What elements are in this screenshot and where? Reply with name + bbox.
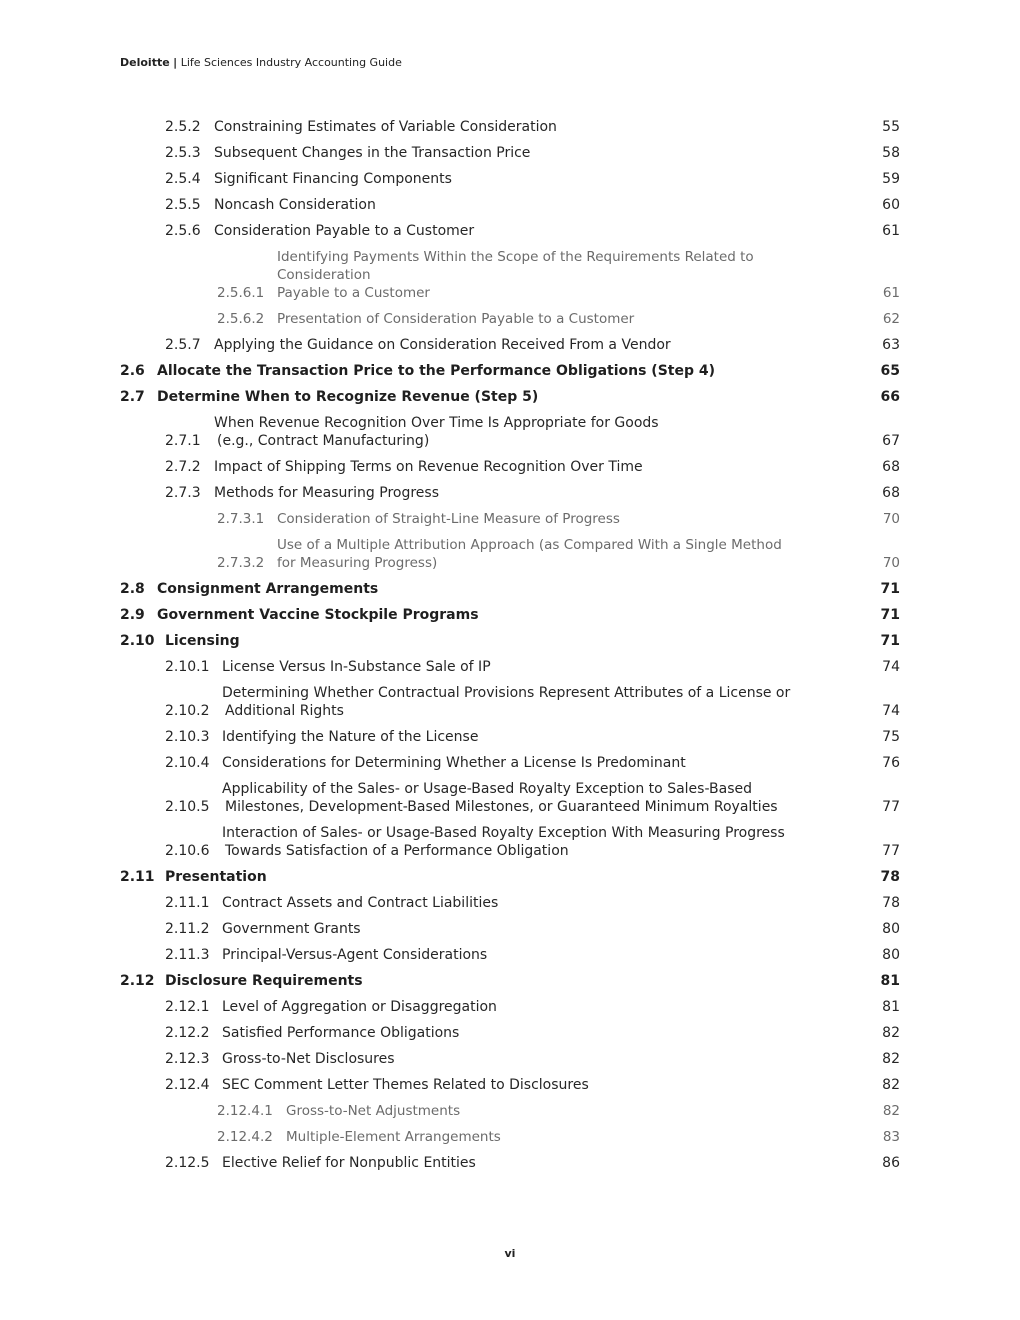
toc-entry-title-line: Constraining Estimates of Variable Consideration — [214, 119, 557, 135]
toc-entry[interactable] — [120, 576, 900, 602]
toc-entry-title — [222, 824, 866, 860]
toc-entry-page: 66 — [880, 389, 900, 405]
toc-entry-page: 70 — [882, 511, 900, 527]
toc-entry-title-line: License Versus In-Substance Sale of IP — [222, 659, 491, 675]
toc-entry-page: 74 — [882, 703, 900, 719]
toc-entry[interactable] — [120, 1098, 900, 1124]
toc-entry-page: 60 — [882, 197, 900, 213]
toc-entry-title — [214, 118, 866, 136]
toc-entry-title — [277, 510, 866, 528]
toc-entry-title — [214, 414, 866, 450]
toc-entry[interactable] — [120, 1020, 900, 1046]
toc-entry[interactable] — [120, 244, 900, 306]
toc-entry-title — [277, 310, 866, 328]
toc-entry-title-line: Considerations for Determining Whether a License Is Predominant — [222, 755, 686, 771]
toc-entry-title-line: Applying the Guidance on Consideration Received From a Vendor — [214, 337, 671, 353]
toc-entry-title — [222, 946, 866, 964]
running-header — [120, 56, 402, 69]
toc-entry-title — [165, 868, 866, 886]
toc-entry-page: 75 — [882, 729, 900, 745]
toc-entry-page: 78 — [880, 869, 900, 885]
toc-entry-title-line: Multiple-Element Arrangements — [286, 1129, 501, 1145]
toc-entry[interactable] — [120, 776, 900, 820]
toc-entry-title-continuation: Payable to a Customer — [277, 285, 430, 301]
toc-entry-title-line: SEC Comment Letter Themes Related to Disclosures — [222, 1077, 589, 1093]
toc-entry[interactable] — [120, 506, 900, 532]
toc-entry[interactable] — [120, 166, 900, 192]
toc-entry[interactable] — [120, 942, 900, 968]
toc-entry-page: 71 — [880, 633, 900, 649]
toc-entry-number: 2.5.2 — [165, 119, 201, 135]
toc-entry[interactable] — [120, 1072, 900, 1098]
toc-entry[interactable] — [120, 724, 900, 750]
toc-entry-title — [222, 1050, 866, 1068]
toc-entry-number: 2.12.4 — [165, 1077, 210, 1093]
toc-entry-number: 2.12 — [120, 973, 155, 989]
toc-entry-title-line: When Revenue Recognition Over Time Is Appropriate for Goods — [214, 415, 659, 431]
toc-entry[interactable] — [120, 480, 900, 506]
toc-entry-title-line: Government Grants — [222, 921, 361, 937]
toc-entry-page: 59 — [882, 171, 900, 187]
toc-entry[interactable] — [120, 306, 900, 332]
toc-entry-title — [157, 388, 866, 406]
toc-entry-title-line: Contract Assets and Contract Liabilities — [222, 895, 499, 911]
toc-entry-number: 2.7.3.1 — [217, 511, 265, 527]
toc-entry-page: 86 — [882, 1155, 900, 1171]
toc-entry-page: 83 — [882, 1129, 900, 1145]
toc-entry-title — [214, 170, 866, 188]
toc-entry[interactable] — [120, 332, 900, 358]
toc-entry-title — [157, 362, 866, 380]
toc-entry-number: 2.5.7 — [165, 337, 201, 353]
toc-entry[interactable] — [120, 218, 900, 244]
toc-entry-title — [222, 998, 866, 1016]
toc-entry[interactable] — [120, 602, 900, 628]
toc-entry-title — [277, 248, 866, 302]
toc-entry-page: 74 — [882, 659, 900, 675]
toc-entry-page: 71 — [880, 607, 900, 623]
toc-entry[interactable] — [120, 890, 900, 916]
toc-entry-number: 2.7.1 — [165, 433, 201, 449]
toc-entry-number: 2.10.1 — [165, 659, 210, 675]
toc-entry-title-line: Government Vaccine Stockpile Programs — [157, 607, 479, 623]
toc-entry-title-line: Elective Relief for Nonpublic Entities — [222, 1155, 476, 1171]
toc-entry-number: 2.5.6 — [165, 223, 201, 239]
toc-entry-page: 77 — [882, 799, 900, 815]
toc-entry-title — [214, 196, 866, 214]
toc-entry-page: 77 — [882, 843, 900, 859]
toc-entry-page: 67 — [882, 433, 900, 449]
toc-entry-number: 2.12.4.1 — [217, 1103, 273, 1119]
toc-entry-title-continuation: Towards Satisfaction of a Performance Obligation — [225, 843, 569, 859]
toc-entry-page: 61 — [882, 285, 900, 301]
toc-entry-title-line: Significant Financing Components — [214, 171, 452, 187]
header-brand: Deloitte — [120, 56, 170, 69]
toc-entry-title-line: Gross-to-Net Disclosures — [222, 1051, 395, 1067]
toc-entry-title-line: Allocate the Transaction Price to the Performance Obligations (Step 4) — [157, 363, 716, 379]
toc-entry-page: 65 — [880, 363, 900, 379]
toc-entry-number: 2.7 — [120, 389, 145, 405]
toc-entry-title-continuation: for Measuring Progress) — [277, 555, 438, 571]
toc-entry-number: 2.5.5 — [165, 197, 201, 213]
toc-entry-number: 2.11.2 — [165, 921, 210, 937]
toc-entry[interactable] — [120, 454, 900, 480]
toc-entry-title — [222, 1024, 866, 1042]
toc-entry-number: 2.12.1 — [165, 999, 210, 1015]
toc-entry-number: 2.5.3 — [165, 145, 201, 161]
toc-entry-number: 2.12.5 — [165, 1155, 210, 1171]
toc-entry-page: 62 — [882, 311, 900, 327]
toc-entry-page: 68 — [882, 459, 900, 475]
toc-entry-title-line: Determining Whether Contractual Provisions Represent Attributes of a License or — [222, 685, 791, 701]
toc-entry[interactable] — [120, 820, 900, 864]
toc-entry[interactable] — [120, 750, 900, 776]
toc-entry-page: 71 — [880, 581, 900, 597]
toc-entry-number: 2.12.4.2 — [217, 1129, 273, 1145]
toc-entry-title-line: Level of Aggregation or Disaggregation — [222, 999, 497, 1015]
toc-entry-title-line: Licensing — [165, 633, 240, 649]
toc-entry-title-line: Principal-Versus-Agent Considerations — [222, 947, 488, 963]
toc-entry-title — [222, 920, 866, 938]
toc-entry-page: 82 — [882, 1051, 900, 1067]
toc-entry[interactable] — [120, 410, 900, 454]
toc-entry-title-line: Consideration Payable to a Customer — [214, 223, 475, 239]
toc-entry-number: 2.11.1 — [165, 895, 210, 911]
toc-entry[interactable] — [120, 114, 900, 140]
toc-entry-number: 2.10.2 — [165, 703, 210, 719]
toc-entry-number: 2.7.2 — [165, 459, 201, 475]
toc-entry-title-line: Gross-to-Net Adjustments — [286, 1103, 461, 1119]
toc-entry-title-line: Interaction of Sales- or Usage-Based Royalty Exception With Measuring Progress — [222, 825, 785, 841]
toc-entry[interactable] — [120, 1150, 900, 1176]
toc-entry-title — [214, 484, 866, 502]
toc-entry-title-line: Methods for Measuring Progress — [214, 485, 439, 501]
toc-entry-title-continuation: Additional Rights — [225, 703, 344, 719]
toc-entry-title-line: Satisfied Performance Obligations — [222, 1025, 460, 1041]
toc-entry-title — [286, 1102, 866, 1120]
toc-entry-page: 78 — [882, 895, 900, 911]
toc-entry-number: 2.6 — [120, 363, 145, 379]
toc-entry[interactable] — [120, 916, 900, 942]
toc-entry-title-line: Determine When to Recognize Revenue (Step 5) — [157, 389, 539, 405]
toc-entry[interactable] — [120, 1124, 900, 1150]
toc-entry-page: 58 — [882, 145, 900, 161]
toc-entry-title-line: Presentation — [165, 869, 267, 885]
toc-entry[interactable] — [120, 654, 900, 680]
toc-entry-number: 2.7.3 — [165, 485, 201, 501]
toc-entry-title — [277, 536, 866, 572]
toc-entry-title-line: Consignment Arrangements — [157, 581, 379, 597]
toc-entry-title — [157, 606, 866, 624]
toc-entry-title-line: Applicability of the Sales- or Usage-Based Royalty Exception to Sales-Based — [222, 781, 752, 797]
toc-entry[interactable] — [120, 680, 900, 724]
toc-entry-title-line: Use of a Multiple Attribution Approach (as Compared With a Single Method — [277, 537, 782, 553]
toc-entry-page: 80 — [882, 947, 900, 963]
toc-entry-title-line: Subsequent Changes in the Transaction Price — [214, 145, 531, 161]
toc-entry-title — [214, 458, 866, 476]
toc-entry-number: 2.5.6.1 — [217, 285, 265, 301]
toc-entry-page: 81 — [880, 973, 900, 989]
toc-entry[interactable] — [120, 358, 900, 384]
toc-entry-title — [222, 1154, 866, 1172]
toc-entry[interactable] — [120, 864, 900, 890]
toc-entry[interactable] — [120, 968, 900, 994]
toc-entry-title — [214, 222, 866, 240]
header-guide-title: Life Sciences Industry Accounting Guide — [180, 56, 402, 69]
toc-entry-number: 2.9 — [120, 607, 145, 623]
toc-entry-title — [214, 336, 866, 354]
toc-entry-number: 2.5.4 — [165, 171, 201, 187]
toc-entry-number: 2.11.3 — [165, 947, 210, 963]
toc-entry-number: 2.5.6.2 — [217, 311, 265, 327]
toc-entry[interactable] — [120, 1046, 900, 1072]
toc-entry-title-line: Impact of Shipping Terms on Revenue Recognition Over Time — [214, 459, 643, 475]
toc-entry-page: 55 — [882, 119, 900, 135]
toc-entry-number: 2.10.3 — [165, 729, 210, 745]
toc-entry-title — [222, 754, 866, 772]
toc-entry-title — [222, 728, 866, 746]
toc-entry[interactable] — [120, 532, 900, 576]
toc-entry-page: 68 — [882, 485, 900, 501]
toc-entry-number: 2.12.2 — [165, 1025, 210, 1041]
toc-entry-title-line: Disclosure Requirements — [165, 973, 363, 989]
toc-entry[interactable] — [120, 140, 900, 166]
toc-entry[interactable] — [120, 628, 900, 654]
toc-entry[interactable] — [120, 192, 900, 218]
toc-entry-title — [157, 580, 866, 598]
toc-entry-number: 2.10.5 — [165, 799, 210, 815]
toc-entry-number: 2.12.3 — [165, 1051, 210, 1067]
toc-entry-title — [214, 144, 866, 162]
toc-entry-page: 70 — [882, 555, 900, 571]
page-number: vi — [504, 1247, 516, 1260]
toc-entry-page: 76 — [882, 755, 900, 771]
table-of-contents — [120, 114, 900, 1176]
toc-entry-title — [165, 632, 866, 650]
toc-entry-title-continuation: Milestones, Development-Based Milestones, or Guaranteed Minimum Royalties — [225, 799, 778, 815]
toc-entry-title — [222, 684, 866, 720]
toc-entry-number: 2.10 — [120, 633, 155, 649]
toc-entry-title-line: Presentation of Consideration Payable to a Customer — [277, 311, 635, 327]
toc-entry-page: 61 — [882, 223, 900, 239]
toc-entry-page: 82 — [882, 1025, 900, 1041]
toc-entry-title-line: Identifying Payments Within the Scope of the Requirements Related to Consideration — [277, 249, 754, 283]
toc-entry-number: 2.7.3.2 — [217, 555, 265, 571]
toc-entry-number: 2.8 — [120, 581, 145, 597]
toc-entry-page: 81 — [882, 999, 900, 1015]
toc-entry-title-line: Consideration of Straight-Line Measure of Progress — [277, 511, 620, 527]
toc-entry-title — [222, 658, 866, 676]
header-separator: | — [173, 56, 178, 69]
toc-entry-number: 2.10.4 — [165, 755, 210, 771]
toc-entry-title-line: Noncash Consideration — [214, 197, 376, 213]
toc-entry-page: 82 — [882, 1077, 900, 1093]
toc-entry-number: 2.10.6 — [165, 843, 210, 859]
toc-entry-title-line: Identifying the Nature of the License — [222, 729, 479, 745]
toc-entry-title-continuation: (e.g., Contract Manufacturing) — [217, 433, 430, 449]
toc-entry-page: 80 — [882, 921, 900, 937]
toc-entry-page: 82 — [882, 1103, 900, 1119]
toc-entry[interactable] — [120, 384, 900, 410]
toc-entry[interactable] — [120, 994, 900, 1020]
toc-entry-title — [286, 1128, 866, 1146]
toc-entry-page: 63 — [882, 337, 900, 353]
toc-entry-title — [222, 780, 866, 816]
toc-entry-title — [165, 972, 866, 990]
toc-entry-number: 2.11 — [120, 869, 155, 885]
toc-entry-title — [222, 1076, 866, 1094]
toc-entry-title — [222, 894, 866, 912]
